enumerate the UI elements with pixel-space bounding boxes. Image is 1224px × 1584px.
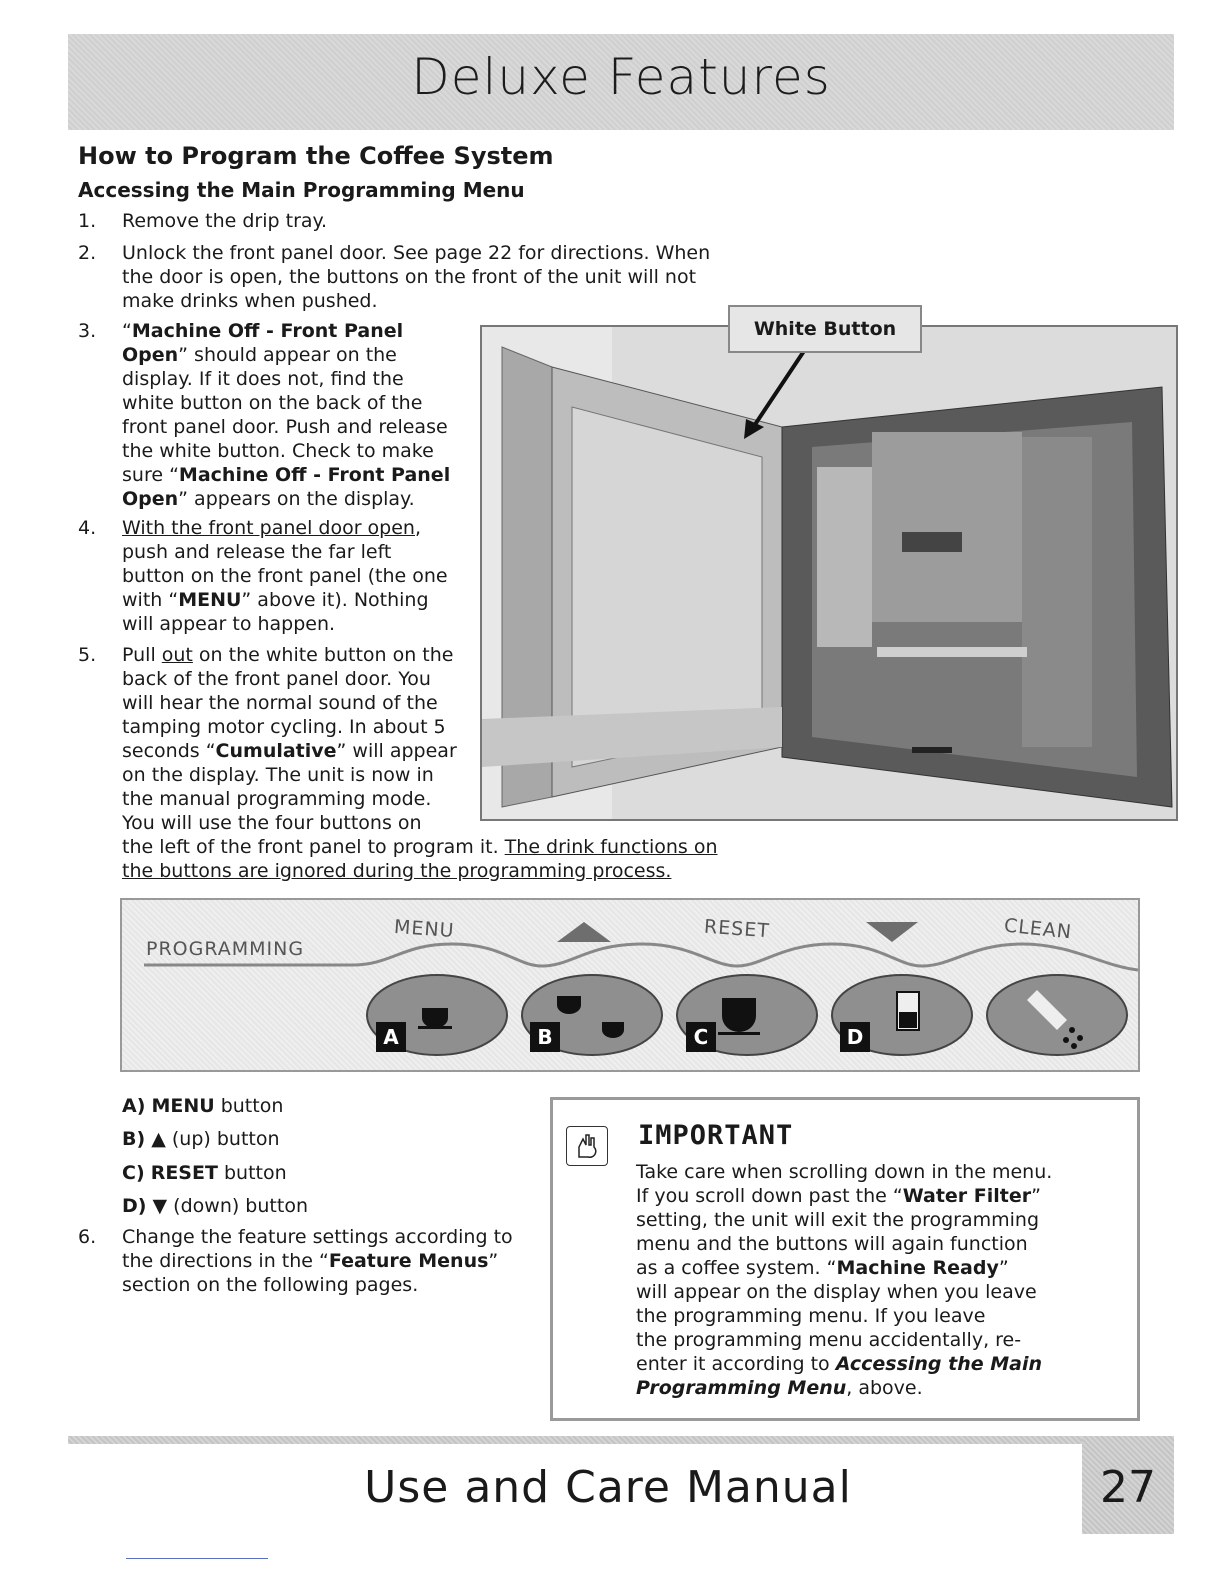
important-notice [550, 1097, 1140, 1421]
step-number: 4. [78, 517, 97, 539]
legend-d: D) ▼ (down) button [122, 1195, 308, 1217]
front-panel-photo [480, 325, 1178, 821]
badge-d: D [840, 1022, 870, 1052]
clean-button[interactable] [987, 975, 1127, 1055]
badge-b: B [530, 1022, 560, 1052]
step-number: 3. [78, 320, 97, 342]
up-arrow-icon [557, 922, 611, 942]
footer-title: Use and Care Manual [364, 1462, 852, 1513]
step-3-text: “Machine Off - Front Panel Open” should appear on the display. If it does not, find the white button on the back of the front panel door. Push and release the white button. Check to make sure “Machine Off - Front Panel Open” appears on the display. [122, 320, 451, 510]
subsection-title: Accessing the Main Programming Menu [78, 178, 525, 202]
down-arrow-icon [866, 922, 918, 942]
hand-note-icon [566, 1126, 608, 1166]
badge-a: A [376, 1022, 406, 1052]
header-banner [68, 34, 1174, 130]
step-number: 5. [78, 644, 97, 666]
legend-b: B) ▲ (up) button [122, 1128, 280, 1150]
step-1-text: Remove the drip tray. [122, 210, 328, 232]
page-number: 27 [1100, 1462, 1156, 1513]
panel-graphics [122, 900, 1138, 1070]
page-number-box [1082, 1436, 1174, 1534]
menu-label: MENU [393, 915, 456, 943]
legend-c: C) RESET button [122, 1162, 287, 1184]
important-title: IMPORTANT [638, 1120, 794, 1151]
programming-label: PROGRAMMING [146, 938, 305, 960]
clean-label: CLEAN [1003, 914, 1074, 944]
header-title: Deluxe Features [411, 48, 831, 106]
down-triangle-icon: ▼ [152, 1195, 168, 1217]
section-title: How to Program the Coffee System [78, 142, 554, 170]
important-body: Take care when scrolling down in the menu. If you scroll down past the “Water Filter” setting, the unit will exit the programming menu and the buttons will again function as a coffee system. “Machine Ready” will appear on the display when you leave the programming menu. If you leave the programming menu accidentally, re- enter it according to Accessing the Main Programming Menu, above. [636, 1161, 1053, 1399]
footer-rule [126, 1558, 268, 1559]
reset-label: RESET [703, 915, 771, 943]
step-4-text: With the front panel door open, push and release the far left button on the front panel (the one with “MENU” above it). Nothing will appear to happen. [122, 517, 448, 635]
step-2-text: Unlock the front panel door. See page 22 for directions. When the door is open, the buttons on the front of the unit will not make drinks when pushed. [122, 242, 711, 312]
up-triangle-icon: ▲ [151, 1128, 166, 1150]
badge-c: C [686, 1022, 716, 1052]
white-button-callout: White Button [728, 305, 922, 353]
step-number: 6. [78, 1226, 97, 1248]
legend-a: A) MENU button [122, 1095, 284, 1117]
step-6-text: Change the feature settings according to the directions in the “Feature Menus” section on the following pages. [122, 1226, 513, 1296]
programming-panel [120, 898, 1140, 1072]
coffee-unit-illustration [482, 327, 1176, 819]
step-5-text: Pull out on the white button on the back of the front panel door. You will hear the normal sound of the tamping motor cycling. In about 5 seconds “Cumulative” will appear on the display. The unit is now in the manual programming mode. You will use the four buttons on the left of the front panel to program it. The drink functions on the buttons are ignored during the programming process. [122, 644, 718, 882]
step-number: 1. [78, 210, 97, 232]
step-number: 2. [78, 242, 97, 264]
footer-band [68, 1436, 1082, 1444]
